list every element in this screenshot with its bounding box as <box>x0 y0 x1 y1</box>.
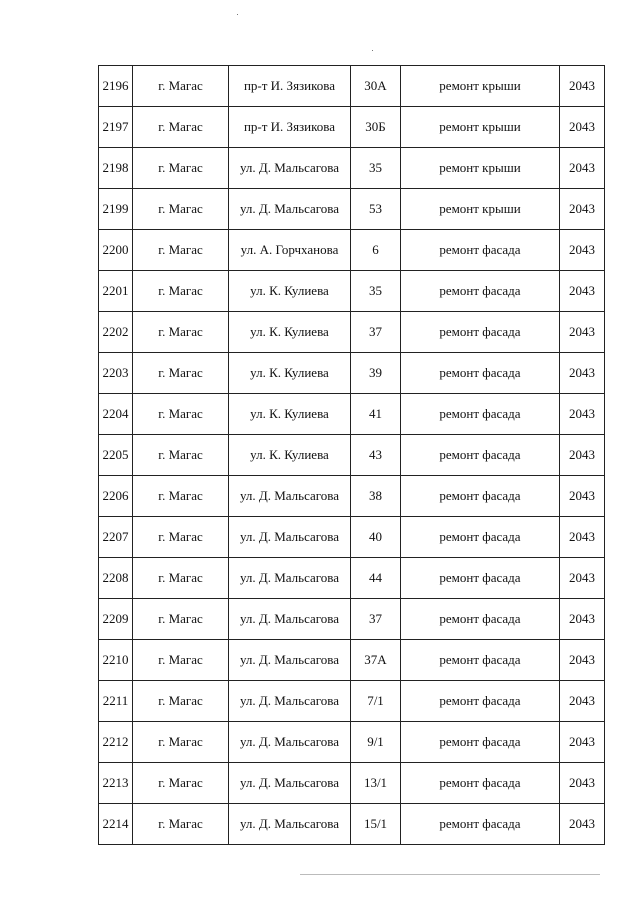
street-cell: ул. К. Кулиева <box>229 271 351 312</box>
row-number-cell: 2202 <box>99 312 133 353</box>
year-cell: 2043 <box>560 599 605 640</box>
city-cell: г. Магас <box>133 476 229 517</box>
house-number-cell: 9/1 <box>351 722 401 763</box>
table-row <box>99 517 605 558</box>
work-type-cell: ремонт фасада <box>401 599 560 640</box>
city-cell: г. Магас <box>133 271 229 312</box>
street-cell: ул. Д. Мальсагова <box>229 804 351 845</box>
year-cell: 2043 <box>560 66 605 107</box>
year-cell: 2043 <box>560 517 605 558</box>
house-number-cell: 37 <box>351 312 401 353</box>
table-row <box>99 763 605 804</box>
house-number-cell: 35 <box>351 271 401 312</box>
city-cell: г. Магас <box>133 763 229 804</box>
work-type-cell: ремонт фасада <box>401 353 560 394</box>
table-row <box>99 189 605 230</box>
table-row <box>99 312 605 353</box>
table-row <box>99 558 605 599</box>
street-cell: ул. Д. Мальсагова <box>229 722 351 763</box>
house-number-cell: 13/1 <box>351 763 401 804</box>
city-cell: г. Магас <box>133 148 229 189</box>
work-type-cell: ремонт фасада <box>401 804 560 845</box>
year-cell: 2043 <box>560 271 605 312</box>
work-type-cell: ремонт крыши <box>401 66 560 107</box>
city-cell: г. Магас <box>133 804 229 845</box>
work-type-cell: ремонт фасада <box>401 763 560 804</box>
work-type-cell: ремонт крыши <box>401 107 560 148</box>
repair-schedule-table <box>98 65 605 845</box>
row-number-cell: 2196 <box>99 66 133 107</box>
city-cell: г. Магас <box>133 107 229 148</box>
row-number-cell: 2208 <box>99 558 133 599</box>
house-number-cell: 30А <box>351 66 401 107</box>
house-number-cell: 44 <box>351 558 401 599</box>
work-type-cell: ремонт фасада <box>401 230 560 271</box>
year-cell: 2043 <box>560 353 605 394</box>
city-cell: г. Магас <box>133 394 229 435</box>
street-cell: ул. К. Кулиева <box>229 312 351 353</box>
row-number-cell: 2209 <box>99 599 133 640</box>
street-cell: ул. Д. Мальсагова <box>229 640 351 681</box>
year-cell: 2043 <box>560 312 605 353</box>
scan-bottom-edge <box>300 874 600 875</box>
row-number-cell: 2198 <box>99 148 133 189</box>
city-cell: г. Магас <box>133 189 229 230</box>
row-number-cell: 2213 <box>99 763 133 804</box>
year-cell: 2043 <box>560 804 605 845</box>
street-cell: ул. Д. Мальсагова <box>229 681 351 722</box>
street-cell: ул. Д. Мальсагова <box>229 476 351 517</box>
row-number-cell: 2211 <box>99 681 133 722</box>
year-cell: 2043 <box>560 230 605 271</box>
street-cell: ул. Д. Мальсагова <box>229 189 351 230</box>
street-cell: пр-т И. Зязикова <box>229 66 351 107</box>
table-row <box>99 394 605 435</box>
street-cell: ул. Д. Мальсагова <box>229 517 351 558</box>
work-type-cell: ремонт фасада <box>401 476 560 517</box>
row-number-cell: 2210 <box>99 640 133 681</box>
table-row <box>99 148 605 189</box>
street-cell: ул. К. Кулиева <box>229 394 351 435</box>
city-cell: г. Магас <box>133 353 229 394</box>
work-type-cell: ремонт фасада <box>401 640 560 681</box>
year-cell: 2043 <box>560 763 605 804</box>
year-cell: 2043 <box>560 148 605 189</box>
house-number-cell: 43 <box>351 435 401 476</box>
street-cell: ул. Д. Мальсагова <box>229 763 351 804</box>
row-number-cell: 2204 <box>99 394 133 435</box>
city-cell: г. Магас <box>133 312 229 353</box>
table-row <box>99 230 605 271</box>
row-number-cell: 2214 <box>99 804 133 845</box>
street-cell: ул. А. Горчханова <box>229 230 351 271</box>
city-cell: г. Магас <box>133 435 229 476</box>
year-cell: 2043 <box>560 476 605 517</box>
house-number-cell: 30Б <box>351 107 401 148</box>
table-row <box>99 476 605 517</box>
house-number-cell: 6 <box>351 230 401 271</box>
row-number-cell: 2203 <box>99 353 133 394</box>
year-cell: 2043 <box>560 107 605 148</box>
table-row <box>99 640 605 681</box>
work-type-cell: ремонт фасада <box>401 722 560 763</box>
table-row <box>99 271 605 312</box>
table-row <box>99 435 605 476</box>
house-number-cell: 7/1 <box>351 681 401 722</box>
city-cell: г. Магас <box>133 230 229 271</box>
row-number-cell: 2200 <box>99 230 133 271</box>
year-cell: 2043 <box>560 640 605 681</box>
work-type-cell: ремонт фасада <box>401 271 560 312</box>
table-row <box>99 599 605 640</box>
row-number-cell: 2205 <box>99 435 133 476</box>
city-cell: г. Магас <box>133 640 229 681</box>
work-type-cell: ремонт крыши <box>401 189 560 230</box>
table-row <box>99 66 605 107</box>
house-number-cell: 35 <box>351 148 401 189</box>
street-cell: ул. К. Кулиева <box>229 353 351 394</box>
scan-speck <box>237 14 238 15</box>
work-type-cell: ремонт крыши <box>401 148 560 189</box>
table-body <box>99 66 605 845</box>
work-type-cell: ремонт фасада <box>401 394 560 435</box>
year-cell: 2043 <box>560 558 605 599</box>
house-number-cell: 15/1 <box>351 804 401 845</box>
house-number-cell: 38 <box>351 476 401 517</box>
table-row <box>99 681 605 722</box>
row-number-cell: 2201 <box>99 271 133 312</box>
row-number-cell: 2199 <box>99 189 133 230</box>
work-type-cell: ремонт фасада <box>401 435 560 476</box>
city-cell: г. Магас <box>133 681 229 722</box>
city-cell: г. Магас <box>133 599 229 640</box>
city-cell: г. Магас <box>133 517 229 558</box>
year-cell: 2043 <box>560 435 605 476</box>
year-cell: 2043 <box>560 681 605 722</box>
row-number-cell: 2206 <box>99 476 133 517</box>
table-row <box>99 722 605 763</box>
row-number-cell: 2212 <box>99 722 133 763</box>
house-number-cell: 53 <box>351 189 401 230</box>
city-cell: г. Магас <box>133 66 229 107</box>
table-row <box>99 353 605 394</box>
house-number-cell: 39 <box>351 353 401 394</box>
year-cell: 2043 <box>560 722 605 763</box>
work-type-cell: ремонт фасада <box>401 558 560 599</box>
street-cell: пр-т И. Зязикова <box>229 107 351 148</box>
scan-speck <box>372 50 373 51</box>
street-cell: ул. Д. Мальсагова <box>229 599 351 640</box>
city-cell: г. Магас <box>133 722 229 763</box>
work-type-cell: ремонт фасада <box>401 681 560 722</box>
table-row <box>99 804 605 845</box>
street-cell: ул. К. Кулиева <box>229 435 351 476</box>
street-cell: ул. Д. Мальсагова <box>229 148 351 189</box>
house-number-cell: 37 <box>351 599 401 640</box>
year-cell: 2043 <box>560 394 605 435</box>
table-row <box>99 107 605 148</box>
work-type-cell: ремонт фасада <box>401 312 560 353</box>
year-cell: 2043 <box>560 189 605 230</box>
city-cell: г. Магас <box>133 558 229 599</box>
work-type-cell: ремонт фасада <box>401 517 560 558</box>
row-number-cell: 2197 <box>99 107 133 148</box>
row-number-cell: 2207 <box>99 517 133 558</box>
house-number-cell: 40 <box>351 517 401 558</box>
house-number-cell: 37А <box>351 640 401 681</box>
house-number-cell: 41 <box>351 394 401 435</box>
street-cell: ул. Д. Мальсагова <box>229 558 351 599</box>
